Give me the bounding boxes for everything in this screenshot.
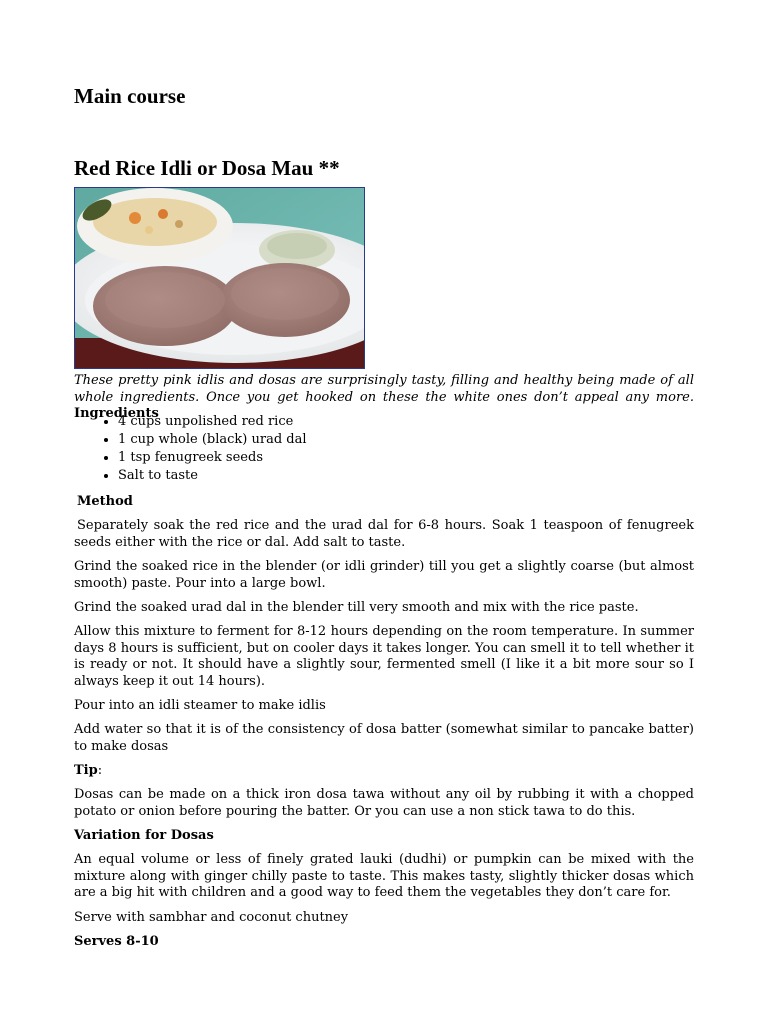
serves-count: Serves 8-10 <box>74 934 159 949</box>
method-step: Pour into an idli steamer to make idlis <box>74 698 326 713</box>
recipe-title: Red Rice Idli or Dosa Mau ** <box>74 156 340 180</box>
idli-plate-illustration <box>75 188 365 369</box>
tip-heading: Tip <box>74 763 98 778</box>
ingredients-heading: Ingredients <box>74 406 159 421</box>
method-step: Separately soak the red rice and the urad dal for 6-8 hours. Soak 1 teaspoon of fenugreek seeds either with the rice or dal. Add salt to taste. <box>74 518 694 550</box>
list-item: • 1 cup whole (black) urad dal <box>118 431 307 449</box>
intro-text: These pretty pink idlis and dosas are surprisingly tasty, filling and healthy being made of all whole ingredients. Once you get hooked on these the white ones don’t appeal any more. <box>74 373 694 405</box>
method-step: Grind the soaked rice in the blender (or idli grinder) till you get a slightly coarse (but almost smooth) paste. Pour into a large bowl. <box>74 559 694 591</box>
method-step: Grind the soaked urad dal in the blender till very smooth and mix with the rice paste. <box>74 600 639 615</box>
ingredients-list <box>74 413 307 485</box>
method-step: Add water so that it is of the consistency of dosa batter (somewhat similar to pancake batter) to make dosas <box>74 722 694 754</box>
method-heading: Method <box>77 494 133 509</box>
section-heading: Main course <box>74 84 186 108</box>
variation-heading: Variation for Dosas <box>74 828 214 843</box>
list-item: • 4 cups unpolished red rice <box>118 413 307 431</box>
list-item: • 1 tsp fenugreek seeds <box>118 449 307 467</box>
method-step: Allow this mixture to ferment for 8-12 hours depending on the room temperature. In summer days 8 hours is sufficient, but on cooler days it takes longer. You can smell it to tell whether it is ready or not. It should have a slightly sour, fermented smell (I like it a bit more sour so I always keep it out 14 hours). <box>74 624 694 689</box>
tip-line <box>74 763 694 780</box>
variation-text: An equal volume or less of finely grated lauki (dudhi) or pumpkin can be mixed with the mixture along with ginger chilly paste to taste. This makes tasty, slightly thicker dosas which are a big hit with children and a good way to feed them the vegetables they don’t care for. <box>74 852 694 900</box>
serve-text: Serve with sambhar and coconut chutney <box>74 910 349 925</box>
tip-colon: : <box>97 763 103 778</box>
recipe-photo <box>74 187 365 369</box>
list-item: • Salt to taste <box>118 467 307 485</box>
tip-text: Dosas can be made on a thick iron dosa tawa without any oil by rubbing it with a chopped potato or onion before pouring the batter. Or you can use a non stick tawa to do this. <box>74 787 694 819</box>
